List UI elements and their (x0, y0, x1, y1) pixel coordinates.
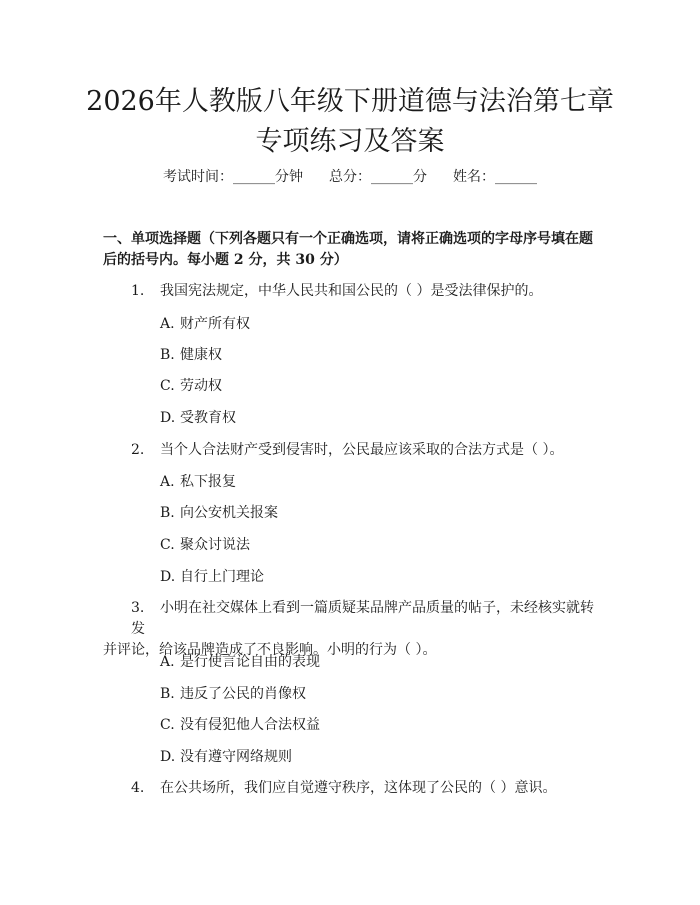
question-text: 当个人合法财产受到侵害时，公民最应该采取的合法方式是（ ）。 (160, 442, 564, 458)
question-1-option-b (160, 345, 222, 365)
exam-time-field: 考试时间：______分钟 (163, 169, 303, 185)
option-letter: B. (160, 347, 175, 363)
title-line-1: 2026年人教版八年级下册道德与法治第七章 (86, 86, 614, 117)
option-letter: C. (160, 717, 175, 733)
option-text: 违反了公民的肖像权 (180, 686, 306, 702)
option-letter: D. (160, 410, 176, 426)
option-text: 劳动权 (180, 378, 222, 394)
option-text: 受教育权 (180, 410, 236, 426)
question-3-option-d (160, 747, 292, 767)
question-1-option-c (160, 376, 222, 396)
option-letter: A. (160, 654, 175, 670)
option-text: 财产所有权 (180, 316, 250, 332)
question-2 (131, 440, 563, 461)
question-3-option-c (160, 715, 320, 735)
section-heading (103, 229, 603, 271)
option-letter: C. (160, 378, 175, 394)
option-letter: D. (160, 749, 176, 765)
option-text: 健康权 (180, 347, 222, 363)
option-letter: D. (160, 569, 176, 585)
question-2-option-c (160, 535, 250, 555)
option-text: 私下报复 (180, 474, 236, 490)
question-3-option-b (160, 684, 306, 704)
question-number: 4. (131, 780, 145, 796)
question-number: 2. (131, 442, 145, 458)
question-text-line-1 (103, 598, 603, 640)
title-line-2: 专项练习及答案 (255, 126, 445, 157)
option-letter: B. (160, 505, 175, 521)
question-3-option-a (160, 652, 320, 672)
option-text: 是行使言论自由的表现 (180, 654, 320, 670)
exam-meta (0, 167, 700, 187)
question-text: 我国宪法规定，中华人民共和国公民的（ ）是受法律保护的。 (160, 283, 543, 299)
question-text: 在公共场所，我们应自觉遵守秩序，这体现了公民的（ ）意识。 (160, 780, 557, 796)
option-text: 向公安机关报案 (180, 505, 278, 521)
question-2-option-a (160, 472, 236, 492)
total-score-field: 总分：______分 (329, 169, 427, 185)
question-text: 小明在社交媒体上看到一篇质疑某品牌产品质量的帖子，未经核实就转发 (131, 600, 594, 637)
question-4 (131, 778, 556, 799)
option-letter: C. (160, 537, 175, 553)
section-heading-line-2: 后的括号内。每小题 2 分，共 30 分） (103, 252, 348, 268)
question-1-option-a (160, 314, 250, 334)
document-title (0, 82, 700, 162)
option-letter: A. (160, 316, 175, 332)
question-number: 3. (131, 600, 145, 616)
question-1 (131, 281, 542, 302)
question-text-line-2: 并评论，给该品牌造成了不良影响。小明的行为（ ）。 (103, 642, 437, 658)
student-name-field: 姓名：______ (453, 169, 537, 185)
question-2-option-b (160, 503, 278, 523)
question-2-option-d (160, 567, 264, 587)
option-text: 没有遵守网络规则 (180, 749, 292, 765)
option-text: 没有侵犯他人合法权益 (180, 717, 320, 733)
section-heading-line-1: 一、单项选择题（下列各题只有一个正确选项，请将正确选项的字母序号填在题 (103, 231, 593, 247)
option-letter: B. (160, 686, 175, 702)
option-letter: A. (160, 474, 175, 490)
question-number: 1. (131, 283, 145, 299)
question-1-option-d (160, 408, 236, 428)
option-text: 聚众讨说法 (180, 537, 250, 553)
option-text: 自行上门理论 (180, 569, 264, 585)
